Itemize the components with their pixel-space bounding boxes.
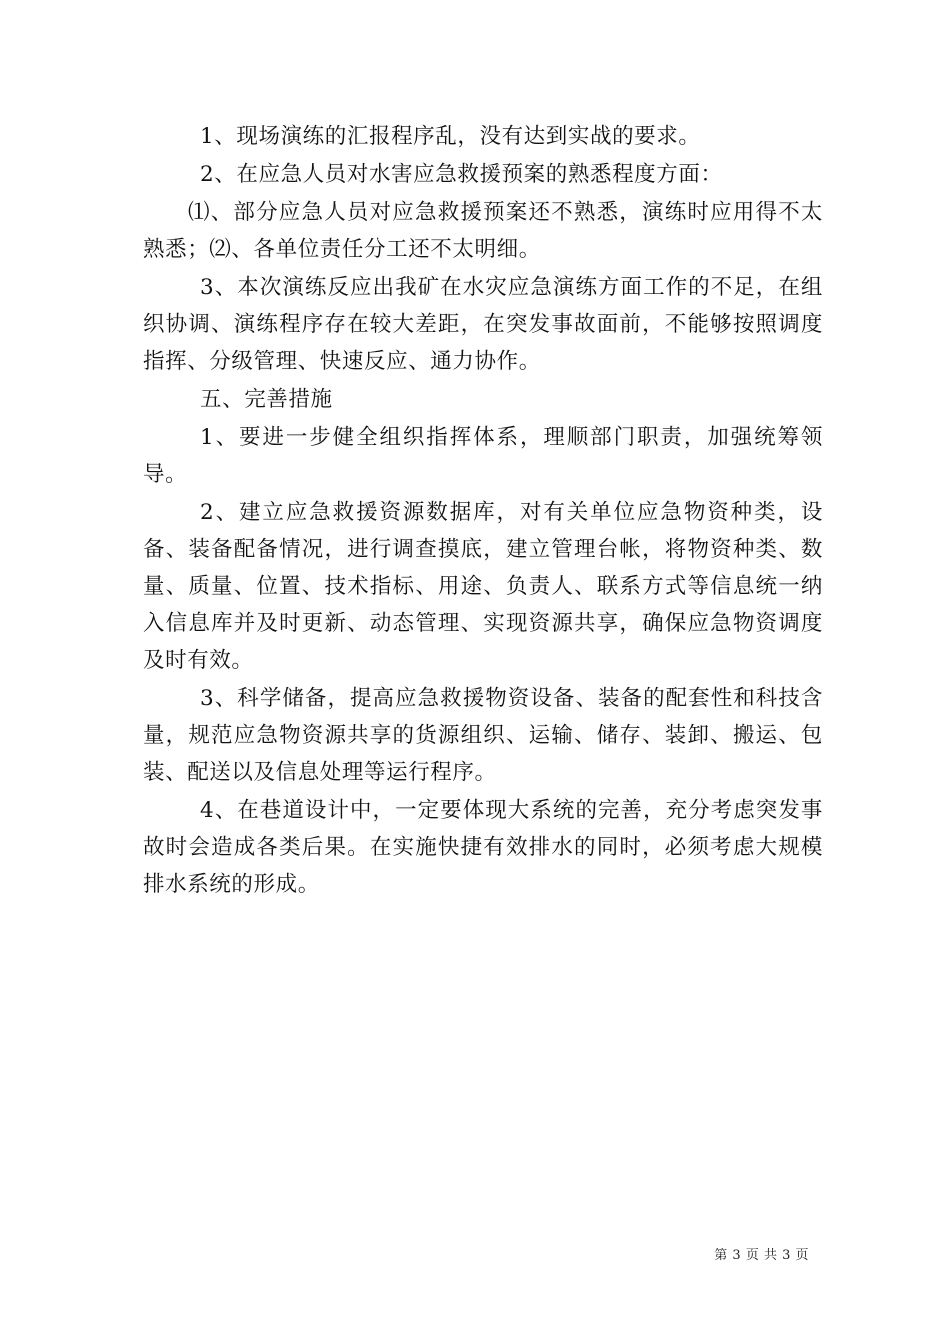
paragraph-shortcomings: 3、本次演练反应出我矿在水灾应急演练方面工作的不足，在组织协调、演练程序存在较大差距，在突发事故面前，不能够按照调度指挥、分级管理、快速反应、通力协作。 — [143, 275, 823, 374]
paragraph-scientific-reserve: 3、科学储备，提高应急救援物资设备、装备的配套性和科技含量，规范应急物资源共享的货源组织、运输、储存、装卸、搬运、包装、配送以及信息处理等运行程序。 — [143, 686, 823, 785]
paragraph-resource-database: 2、建立应急救援资源数据库，对有关单位应急物资种类，设备、装备配备情况，进行调查摸底，建立管理台帐，将物资种类、数量、质量、位置、技术指标、用途、负责人、联系方式等信息统一纳入信息库并及时更新、动态管理、实现资源共享，确保应急物资调度及时有效。 — [143, 500, 823, 673]
paragraph-report-procedure: 1、现场演练的汇报程序乱，没有达到实战的要求。 — [200, 124, 701, 149]
paragraph-familiarity: 2、在应急人员对水害应急救援预案的熟悉程度方面： — [200, 162, 723, 187]
document-body — [143, 118, 823, 904]
paragraph-familiarity-details: ⑴、部分应急人员对应急救援预案还不熟悉，演练时应用得不太熟悉；⑵、各单位责任分工还不太明细。 — [143, 200, 823, 262]
paragraph-roadway-design: 4、在巷道设计中，一定要体现大系统的完善，充分考虑突发事故时会造成各类后果。在实施快捷有效排水的同时，必须考虑大规模排水系统的形成。 — [143, 798, 823, 897]
page-number: 第 3 页 共 3 页 — [714, 1248, 809, 1263]
paragraph-command-system: 1、要进一步健全组织指挥体系，理顺部门职责，加强统筹领导。 — [143, 425, 823, 487]
section-heading-improvement: 五、完善措施 — [200, 387, 333, 412]
